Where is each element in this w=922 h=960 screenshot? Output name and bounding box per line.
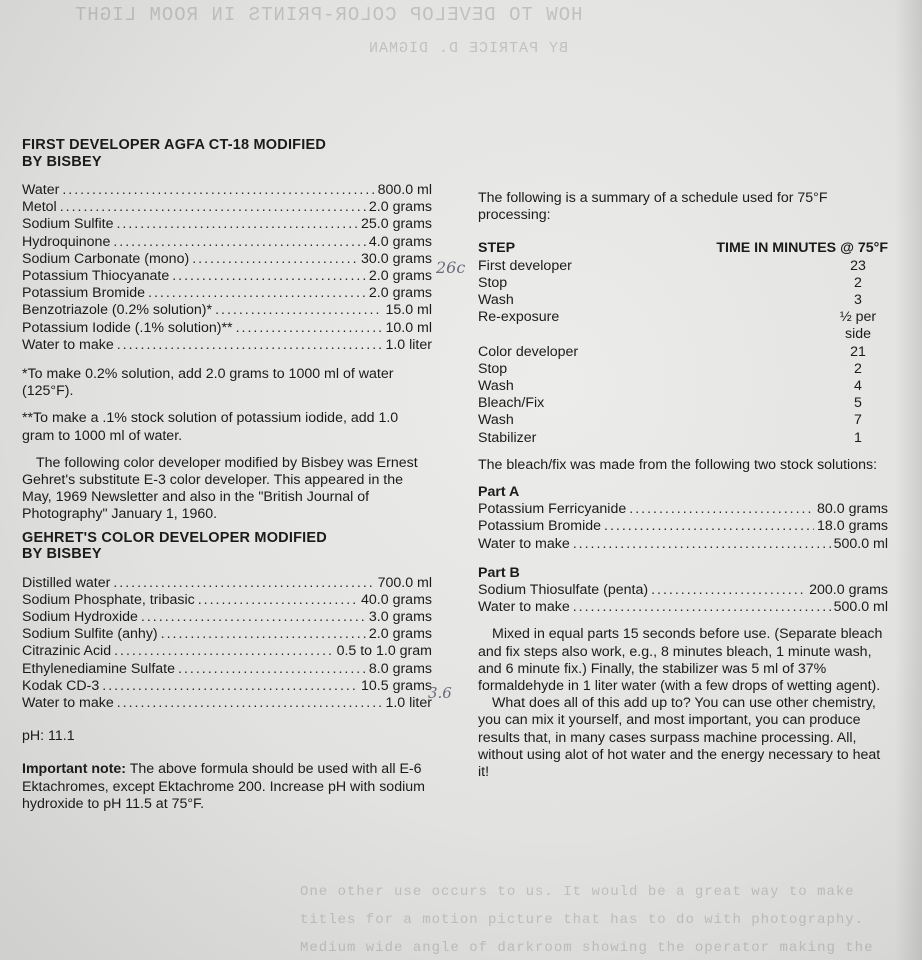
handwritten-annotation: 3.6 [428,684,452,702]
gehret-developer-formula [22,575,432,713]
ingredient-amount: 2.0 grams [368,626,432,643]
important-note-text: The above formula should be used with all E-6 Ektachromes, except Ektachrome 200. Increase pH with sodium hydroxide to pH 11.5 at 75°F. [22,761,425,812]
ingredient-name: Water [22,182,60,198]
leader-dots [116,216,358,233]
ingredient-amount: 0.5 to 1.0 gram [336,643,432,660]
formula-row [22,251,432,268]
page-fold-shadow [895,0,922,960]
schedule-step-row [478,292,888,309]
step-time: 23 [850,257,866,274]
footnote-benzotriazole: *To make 0.2% solution, add 2.0 grams to 1000 ml of water (125°F). [22,366,394,400]
leader-dots [113,575,374,592]
bleed-through-line: Medium wide angle of darkroom showing the operator making the [300,940,874,956]
ingredient-name: Potassium Bromide [478,518,602,535]
step-time: 2 [854,360,862,377]
ingredient-name: Sodium Hydroxide [22,609,138,626]
ingredient-amount: 8.0 grams [368,660,432,677]
step-name: Wash [478,292,514,309]
step-name: Color developer [478,343,579,360]
ingredient-amount: 10.5 grams [361,677,432,694]
bleach-fix-intro: The bleach/fix was made from the following two stock solutions: [478,456,878,473]
ingredient-name: Metol [22,199,57,216]
ingredient-name: Sodium Sulfite (anhy) [22,626,158,643]
step-name: Stabilizer [478,429,537,446]
ingredient-name: Water to make [22,336,114,353]
ingredient-name: Kodak CD-3 [22,677,100,694]
leader-dots [236,320,383,337]
ingredient-amount: 80.0 grams [817,501,888,518]
step-time: 5 [854,395,862,412]
ingredient-name: Citrazinic Acid [22,643,112,660]
ingredient-amount: 25.0 grams [361,216,432,233]
ingredient-name: Distilled water [22,574,111,591]
ingredient-name: Sodium Carbonate (mono) [22,250,190,267]
leader-dots [113,234,366,251]
ingredient-amount: 1.0 liter [385,695,432,712]
formula-row [478,599,888,616]
first-developer-title-byline: BY BISBEY [22,153,102,170]
formula-row [22,234,432,251]
first-developer-title: FIRST DEVELOPER AGFA CT-18 MODIFIED [22,137,327,153]
ingredient-amount: 3.0 grams [368,609,432,626]
gehret-developer-title: GEHRET'S COLOR DEVELOPER MODIFIED [22,529,327,546]
formula-row [22,643,432,660]
ingredient-name: Water to make [478,535,570,552]
leader-dots [117,337,383,354]
step-name: Re-exposure [478,309,560,326]
formula-row [22,592,432,609]
gehret-intro-paragraph: The following color developer modified by Bisbey was Ernest Gehret's substitute E-3 color developer. This appeared in the May, 1969 Newsletter and also in the "British Journal of Photography" January 1, 1960. [22,454,418,523]
formula-row [22,626,432,643]
ingredient-name: Ethylenediamine Sulfate [22,660,176,677]
first-developer-formula [22,182,432,354]
right-column [478,190,888,781]
footnote-potassium-iodide: **To make a .1% stock solution of potassium iodide, add 1.0 gram to 1000 ml of water. [22,410,399,444]
ingredient-amount: 800.0 ml [377,182,432,198]
bleed-through-line: titles for a motion picture that has to do with photography. [300,912,865,928]
schedule-step-row [478,361,888,378]
part-b-label: Part B [478,564,520,581]
gehret-developer-title-byline: BY BISBEY [22,546,102,563]
ingredient-amount: 40.0 grams [361,591,432,608]
formula-row [22,575,432,592]
leader-dots [161,626,366,643]
formula-row [22,302,432,319]
leader-dots [215,302,382,319]
leader-dots [573,536,831,553]
ingredient-name: Benzotriazole (0.2% solution)* [22,302,213,319]
step-time: 4 [854,378,862,395]
formula-row [22,199,432,216]
schedule-step-row [478,395,888,412]
ingredient-amount: 700.0 ml [377,574,432,591]
ph-value: pH: 11.1 [22,728,75,745]
ingredient-name: Water to make [22,695,114,712]
ingredient-amount: 2.0 grams [368,285,432,302]
step-time: 1 [854,429,862,446]
schedule-step-row [478,412,888,429]
leader-dots [114,643,333,660]
step-time: ½ per side [839,309,877,343]
handwritten-annotation: 26c [436,258,466,277]
step-time: 21 [850,343,866,360]
formula-row [22,661,432,678]
ingredient-name: Hydroquinone [22,233,111,250]
ingredient-amount: 30.0 grams [361,250,432,267]
ingredient-amount: 1.0 liter [385,336,432,353]
ingredient-name: Water to make [478,599,570,616]
formula-row [478,501,888,518]
step-time: 2 [854,274,862,291]
step-time: 7 [854,412,862,429]
ingredient-amount: 4.0 grams [368,233,432,250]
leader-dots [117,695,383,712]
part-b-formula [478,582,888,616]
formula-row [22,268,432,285]
leader-dots [629,501,814,518]
leader-dots [62,182,374,199]
ingredient-amount: 500.0 ml [833,535,888,552]
leader-dots [573,599,831,616]
step-time: 3 [854,292,862,309]
step-name: Bleach/Fix [478,395,545,412]
schedule-intro: The following is a summary of a schedule used for 75°F processing: [478,190,828,224]
formula-row [478,536,888,553]
processing-schedule [478,240,888,446]
bleed-through-line: One other use occurs to us. It would be a great way to make [300,884,855,900]
time-column-header: TIME IN MINUTES @ 75°F [716,240,888,257]
formula-row [478,582,888,599]
important-note [22,761,432,813]
ingredient-name: Sodium Phosphate, tribasic [22,591,195,608]
leader-dots [148,285,366,302]
ingredient-name: Sodium Sulfite [22,216,114,233]
formula-row [22,695,432,712]
leader-dots [651,582,806,599]
step-name: Wash [478,412,514,429]
bleed-through-title: HOW TO DEVELOP COLOR-PRINTS IN ROOM LIGHT [74,4,583,26]
leader-dots [178,661,366,678]
formula-row [22,678,432,695]
mixing-paragraph: Mixed in equal parts 15 seconds before use. (Separate bleach and fix steps also work, e.g., 8 minutes bleach, 1 minute wash, and 6 minute fix.) Finally, the stabilizer was 5 ml of 37% formaldehyde in 1 liter water (with a few drops of wetting agent). [478,626,883,695]
step-name: First developer [478,257,572,274]
bleed-through-byline: BY PATRICE D. DIGMAN [368,40,569,57]
ingredient-name: Potassium Iodide (.1% solution)** [22,319,233,336]
formula-row [22,285,432,302]
leader-dots [198,592,358,609]
schedule-step-row [478,430,888,447]
ingredient-name: Sodium Thiosulfate (penta) [478,582,649,599]
schedule-step-row [478,258,888,275]
left-column [22,137,432,813]
schedule-step-row [478,378,888,395]
conclusion-paragraph: What does all of this add up to? You can use other chemistry, you can mix it yourself, and most important, you can produce results that, in many cases surpass machine processing. All, without using alot of hot water and the energy necessary to heat it! [478,695,881,781]
ingredient-amount: 15.0 ml [385,302,432,319]
leader-dots [172,268,366,285]
part-a-label: Part A [478,484,520,501]
ingredient-amount: 18.0 grams [817,518,888,535]
leader-dots [192,251,358,268]
step-name: Stop [478,360,508,377]
leader-dots [60,199,366,216]
ingredient-amount: 2.0 grams [368,199,432,216]
formula-row [22,216,432,233]
formula-row [22,320,432,337]
leader-dots [141,609,366,626]
formula-row [22,337,432,354]
step-name: Stop [478,274,508,291]
ingredient-name: Potassium Bromide [22,285,146,302]
ingredient-amount: 2.0 grams [368,268,432,285]
schedule-step-row [478,309,888,343]
ingredient-amount: 10.0 ml [385,319,432,336]
ingredient-amount: 500.0 ml [833,599,888,616]
formula-row [22,609,432,626]
formula-row [22,182,432,199]
part-a-formula [478,501,888,553]
schedule-step-row [478,275,888,292]
schedule-header [478,240,888,257]
leader-dots [102,678,358,695]
ingredient-name: Potassium Thiocyanate [22,268,170,285]
step-column-header: STEP [478,240,516,257]
ingredient-amount: 200.0 grams [809,582,888,599]
leader-dots [604,518,814,535]
ingredient-name: Potassium Ferricyanide [478,501,627,518]
schedule-step-row [478,344,888,361]
important-note-label: Important note: [22,761,127,778]
step-name: Wash [478,378,514,395]
formula-row [478,518,888,535]
